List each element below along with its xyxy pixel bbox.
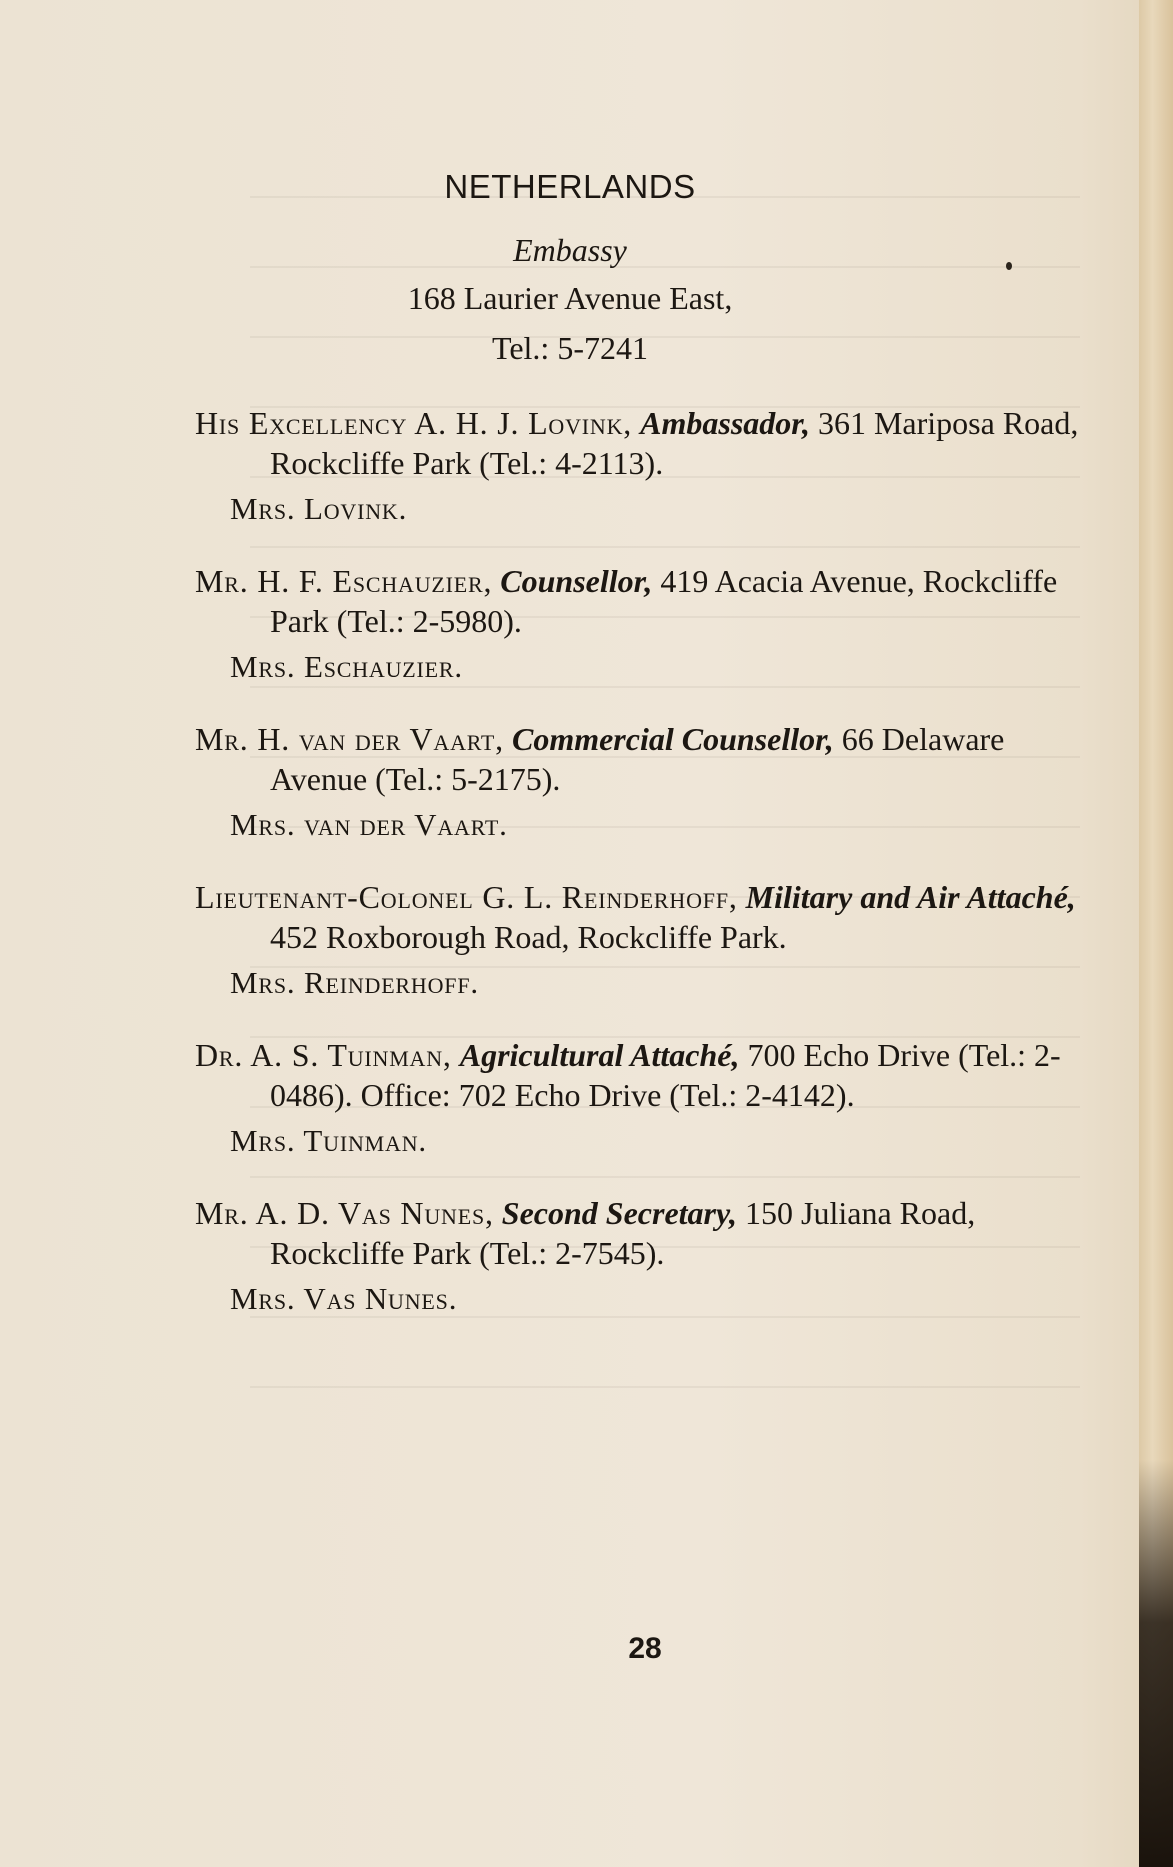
embassy-subtitle: Embassy bbox=[513, 232, 627, 268]
embassy-telephone: Tel.: 5-7241 bbox=[492, 330, 648, 366]
staff-entry-text bbox=[195, 1193, 1100, 1273]
spouse-name: Mrs. Eschauzier. bbox=[230, 649, 463, 684]
staff-name: Dr. A. S. Tuinman, bbox=[195, 1037, 452, 1073]
staff-role: Military and Air Attaché, bbox=[745, 879, 1076, 915]
staff-role: Counsellor, bbox=[500, 563, 653, 599]
staff-entry bbox=[195, 561, 1100, 687]
staff-name: Mr. H. van der Vaart, bbox=[195, 721, 504, 757]
staff-role: Ambassador, bbox=[640, 405, 810, 441]
staff-entry-text bbox=[195, 719, 1100, 799]
embassy-address: 168 Laurier Avenue East, bbox=[407, 280, 733, 316]
staff-entry bbox=[195, 1193, 1100, 1319]
spouse-name: Mrs. Tuinman. bbox=[230, 1123, 427, 1158]
staff-details: 452 Roxborough Road, Rockcliffe Park. bbox=[270, 919, 787, 955]
staff-details: 66 Delaware Avenue (Tel.: 5-2175). bbox=[270, 721, 1005, 797]
spouse-name: Mrs. Vas Nunes. bbox=[230, 1281, 458, 1316]
staff-role: Commercial Counsellor, bbox=[511, 721, 834, 757]
staff-list bbox=[195, 403, 1100, 1351]
staff-role: Second Secretary, bbox=[501, 1195, 738, 1231]
staff-name: His Excellency A. H. J. Lovink, bbox=[195, 405, 633, 441]
staff-role: Agricultural Attaché, bbox=[459, 1037, 740, 1073]
staff-entry bbox=[195, 403, 1100, 529]
staff-details: 419 Acacia Avenue, Rockcliffe Park (Tel.: 2-5980). bbox=[270, 563, 1058, 639]
staff-details: 700 Echo Drive (Tel.: 2-0486). Office: 702 Echo Drive (Tel.: 2-4142). bbox=[270, 1037, 1061, 1113]
staff-entry-text bbox=[195, 877, 1100, 957]
country-heading: NETHERLANDS bbox=[444, 168, 696, 205]
staff-name: Lieutenant-Colonel G. L. Reinderhoff, bbox=[195, 879, 738, 915]
spouse-name: Mrs. van der Vaart. bbox=[230, 807, 508, 842]
page-number: 28 bbox=[628, 1632, 662, 1665]
staff-entry bbox=[195, 1035, 1100, 1161]
staff-details: 361 Mariposa Road, Rockcliffe Park (Tel.: 4-2113). bbox=[270, 405, 1079, 481]
spouse-name: Mrs. Reinderhoff. bbox=[230, 965, 479, 1000]
staff-entry-text bbox=[195, 1035, 1100, 1115]
staff-details: 150 Juliana Road, Rockcliffe Park (Tel.: 2-7545). bbox=[270, 1195, 976, 1271]
staff-name: Mr. A. D. Vas Nunes, bbox=[195, 1195, 494, 1231]
staff-entry-text bbox=[195, 561, 1100, 641]
spouse-name: Mrs. Lovink. bbox=[230, 491, 408, 526]
staff-entry bbox=[195, 877, 1100, 1003]
staff-entry-text bbox=[195, 403, 1100, 483]
staff-entry bbox=[195, 719, 1100, 845]
staff-name: Mr. H. F. Eschauzier, bbox=[195, 563, 493, 599]
